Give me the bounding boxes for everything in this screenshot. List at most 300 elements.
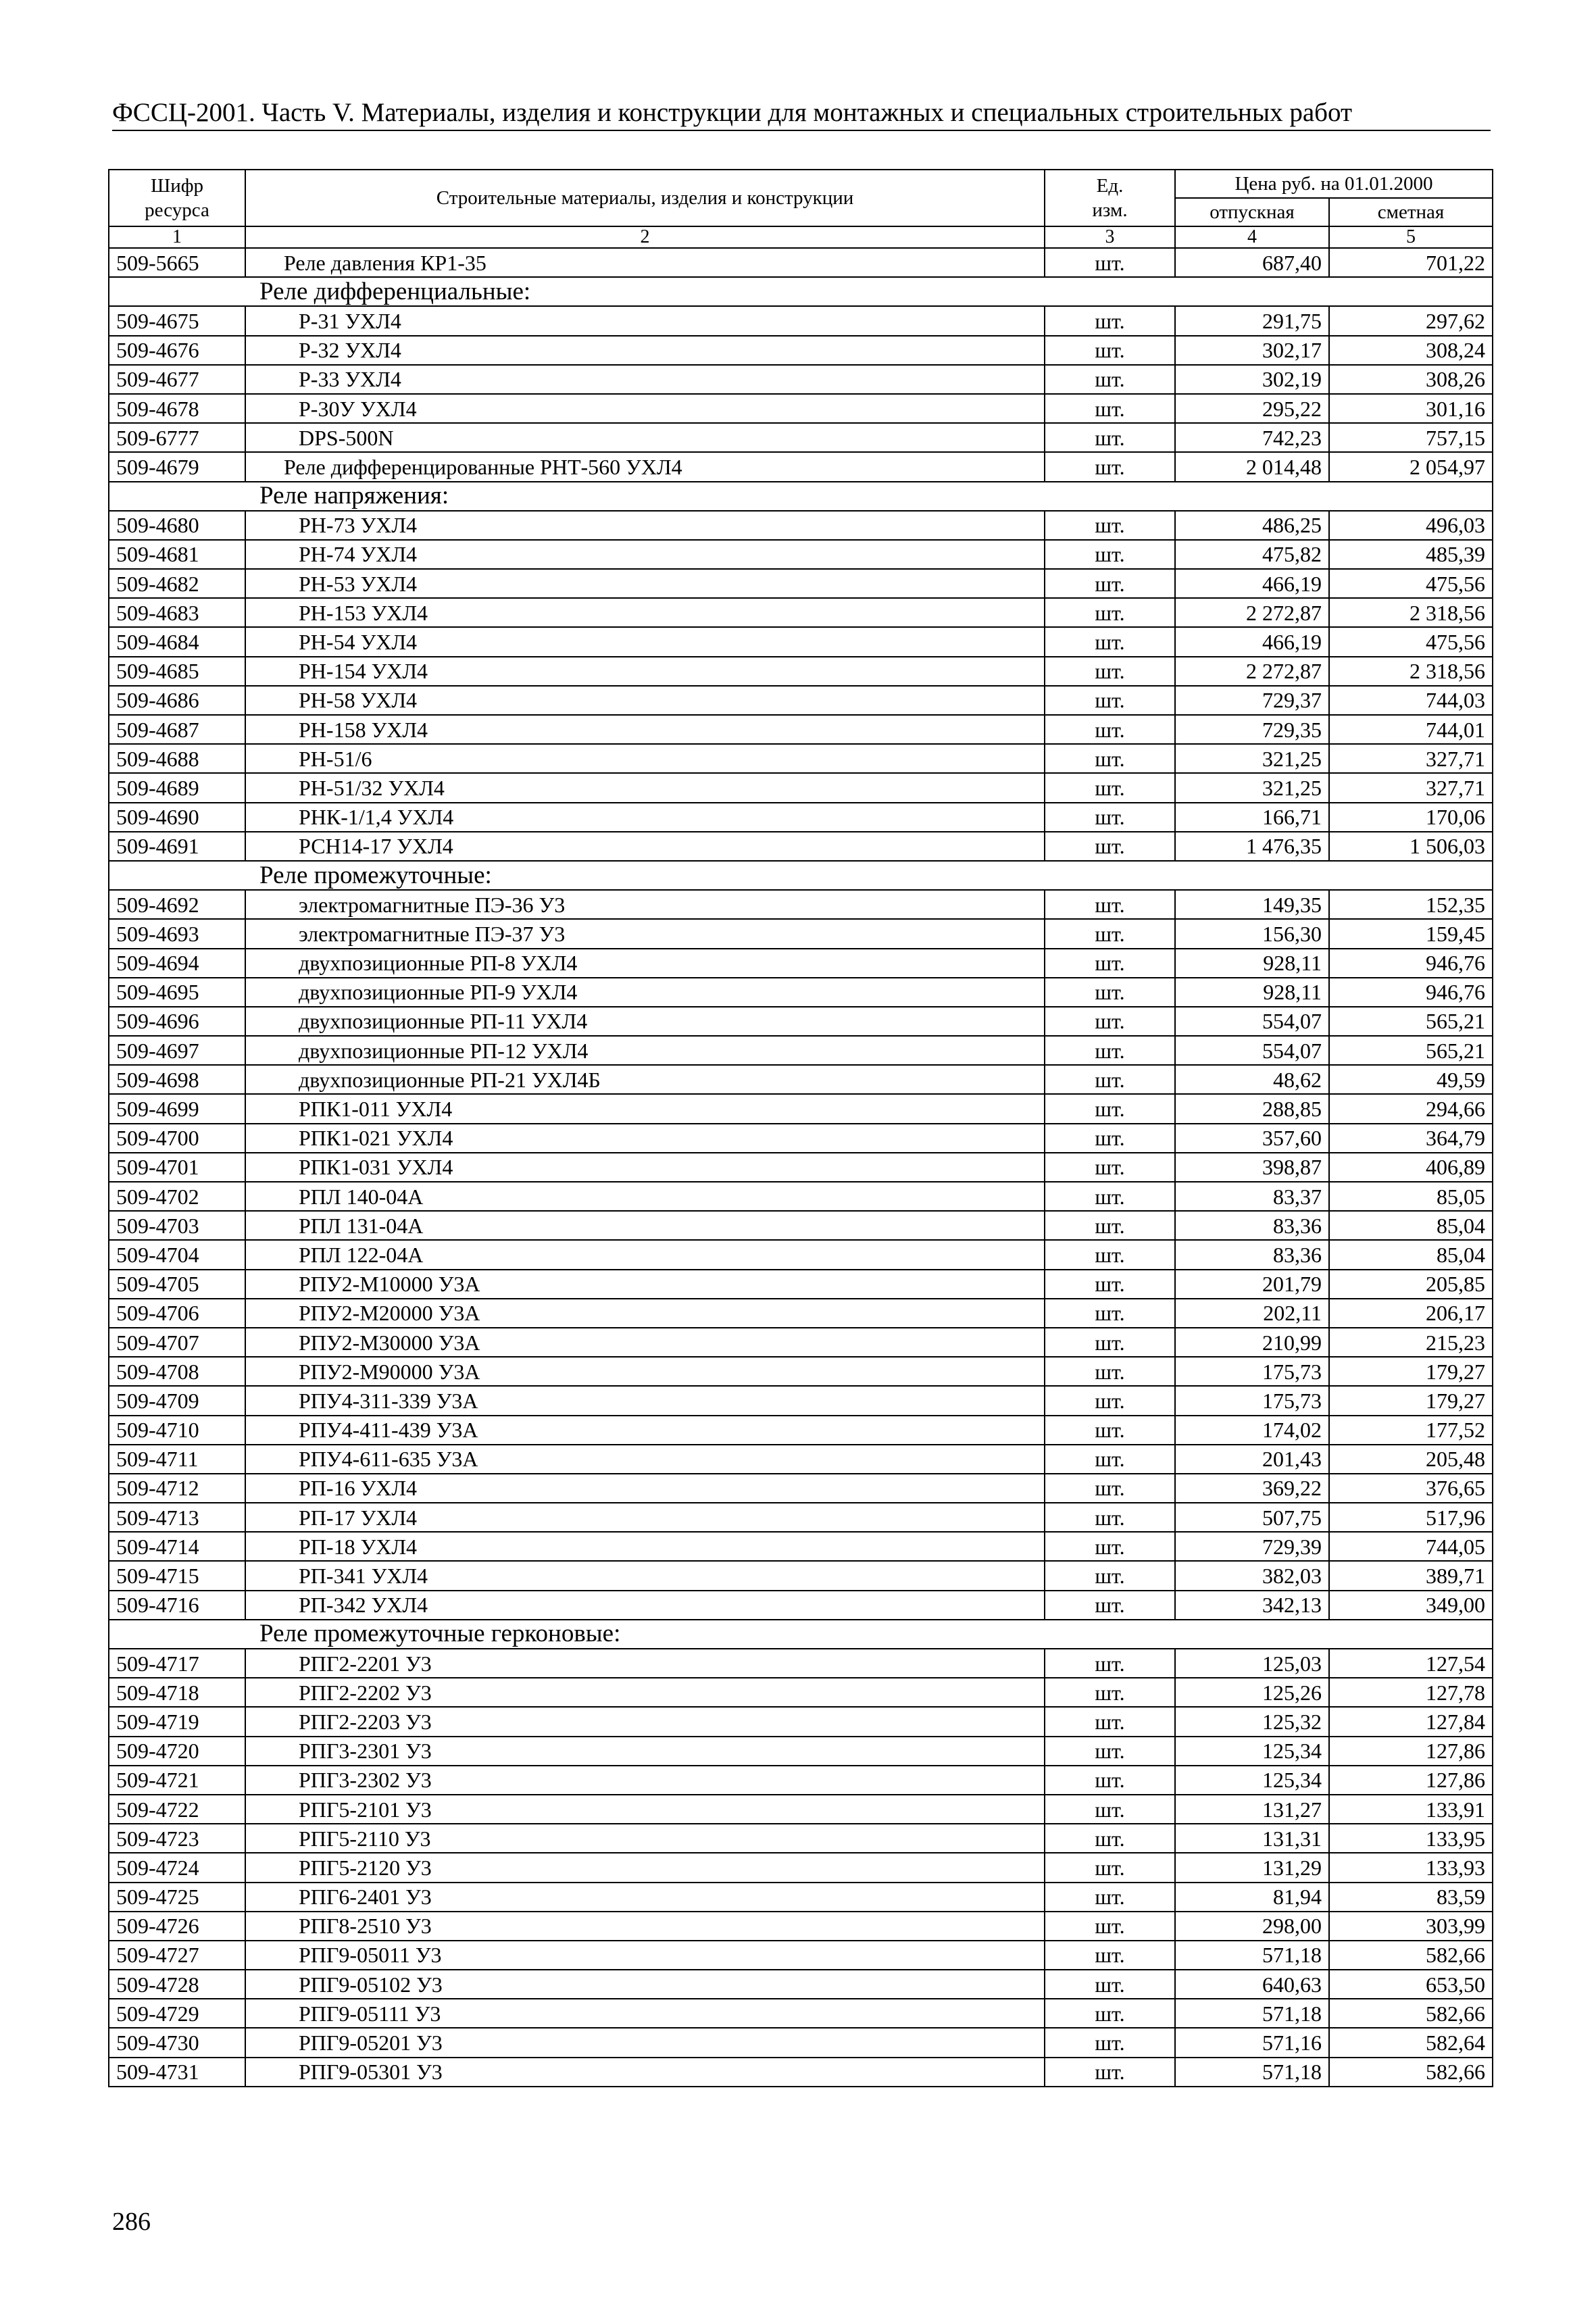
table-row bbox=[109, 1561, 1493, 1590]
col-price-group-header: Цена руб. на 01.01.2000 bbox=[1175, 170, 1493, 198]
table-row bbox=[109, 1094, 1493, 1123]
table-row bbox=[109, 1941, 1493, 1970]
col-num-4: 4 bbox=[1175, 226, 1329, 248]
cell-estimate-price: 582,66 bbox=[1329, 2058, 1493, 2087]
cell-estimate-price: 179,27 bbox=[1329, 1386, 1493, 1415]
cell-estimate-price: 744,01 bbox=[1329, 715, 1493, 744]
cell-code: 509-4728 bbox=[109, 1970, 245, 1999]
section-row bbox=[109, 482, 1493, 511]
table-row bbox=[109, 773, 1493, 802]
cell-unit: шт. bbox=[1045, 1416, 1175, 1445]
cell-release-price: 131,31 bbox=[1175, 1824, 1329, 1853]
cell-release-price: 928,11 bbox=[1175, 949, 1329, 978]
table-row bbox=[109, 1853, 1493, 1882]
cell-code: 509-4675 bbox=[109, 306, 245, 335]
cell-name: РПГ3-2301 У3 bbox=[245, 1737, 1045, 1766]
table-header bbox=[109, 170, 1493, 226]
table-row bbox=[109, 715, 1493, 744]
cell-code: 509-4690 bbox=[109, 803, 245, 832]
cell-unit: шт. bbox=[1045, 919, 1175, 948]
cell-estimate-price: 308,26 bbox=[1329, 365, 1493, 394]
cell-code: 509-4682 bbox=[109, 569, 245, 598]
cell-unit: шт. bbox=[1045, 1328, 1175, 1357]
cell-code: 509-4699 bbox=[109, 1094, 245, 1123]
cell-unit: шт. bbox=[1045, 569, 1175, 598]
table-row bbox=[109, 306, 1493, 335]
cell-code: 509-4700 bbox=[109, 1124, 245, 1153]
cell-name: РПЛ 122-04А bbox=[245, 1240, 1045, 1269]
cell-unit: шт. bbox=[1045, 627, 1175, 656]
cell-unit: шт. bbox=[1045, 1912, 1175, 1941]
cell-name: РПГ5-2120 У3 bbox=[245, 1853, 1045, 1882]
cell-release-price: 687,40 bbox=[1175, 248, 1329, 277]
cell-name: РПУ4-311-339 У3А bbox=[245, 1386, 1045, 1415]
cell-name: Реле дифференцированные РНТ-560 УХЛ4 bbox=[245, 452, 1045, 481]
cell-unit: шт. bbox=[1045, 1999, 1175, 2028]
cell-code: 509-4714 bbox=[109, 1532, 245, 1561]
table-row bbox=[109, 1357, 1493, 1386]
cell-name: РН-73 УХЛ4 bbox=[245, 511, 1045, 540]
cell-unit: шт. bbox=[1045, 1445, 1175, 1474]
cell-unit: шт. bbox=[1045, 1124, 1175, 1153]
cell-code: 509-4681 bbox=[109, 540, 245, 569]
cell-release-price: 302,17 bbox=[1175, 336, 1329, 365]
cell-name: РСН14-17 УХЛ4 bbox=[245, 832, 1045, 861]
page-number: 286 bbox=[112, 2208, 151, 2236]
col-code-header: Шифр ресурса bbox=[109, 170, 245, 226]
cell-name: РПГ9-05201 У3 bbox=[245, 2028, 1045, 2057]
cell-release-price: 156,30 bbox=[1175, 919, 1329, 948]
cell-name: РНК-1/1,4 УХЛ4 bbox=[245, 803, 1045, 832]
cell-name: РН-153 УХЛ4 bbox=[245, 598, 1045, 627]
cell-unit: шт. bbox=[1045, 1386, 1175, 1415]
cell-code: 509-4694 bbox=[109, 949, 245, 978]
cell-name: РПК1-021 УХЛ4 bbox=[245, 1124, 1045, 1153]
cell-name: электромагнитные ПЭ-36 У3 bbox=[245, 890, 1045, 919]
cell-unit: шт. bbox=[1045, 336, 1175, 365]
table-row bbox=[109, 978, 1493, 1007]
table-row bbox=[109, 394, 1493, 423]
cell-estimate-price: 127,54 bbox=[1329, 1649, 1493, 1678]
cell-estimate-price: 215,23 bbox=[1329, 1328, 1493, 1357]
cell-code: 509-4712 bbox=[109, 1474, 245, 1503]
col-unit-header: Ед. изм. bbox=[1045, 170, 1175, 226]
cell-release-price: 466,19 bbox=[1175, 569, 1329, 598]
cell-release-price: 571,18 bbox=[1175, 1999, 1329, 2028]
cell-name: РПЛ 140-04А bbox=[245, 1182, 1045, 1211]
cell-estimate-price: 85,04 bbox=[1329, 1240, 1493, 1269]
cell-release-price: 742,23 bbox=[1175, 423, 1329, 452]
cell-name: РН-154 УХЛ4 bbox=[245, 657, 1045, 686]
cell-code: 509-4691 bbox=[109, 832, 245, 861]
cell-unit: шт. bbox=[1045, 1591, 1175, 1620]
cell-estimate-price: 294,66 bbox=[1329, 1094, 1493, 1123]
cell-estimate-price: 653,50 bbox=[1329, 1970, 1493, 1999]
table-row bbox=[109, 365, 1493, 394]
cell-unit: шт. bbox=[1045, 1532, 1175, 1561]
table-row bbox=[109, 2058, 1493, 2087]
cell-code: 509-4680 bbox=[109, 511, 245, 540]
cell-estimate-price: 757,15 bbox=[1329, 423, 1493, 452]
cell-release-price: 382,03 bbox=[1175, 1561, 1329, 1590]
cell-code: 509-4701 bbox=[109, 1153, 245, 1182]
cell-unit: шт. bbox=[1045, 1941, 1175, 1970]
cell-estimate-price: 364,79 bbox=[1329, 1124, 1493, 1153]
cell-code: 509-4726 bbox=[109, 1912, 245, 1941]
table-row bbox=[109, 627, 1493, 656]
cell-estimate-price: 127,86 bbox=[1329, 1737, 1493, 1766]
cell-estimate-price: 49,59 bbox=[1329, 1065, 1493, 1094]
cell-estimate-price: 308,24 bbox=[1329, 336, 1493, 365]
cell-estimate-price: 389,71 bbox=[1329, 1561, 1493, 1590]
cell-name: РПГ5-2110 У3 bbox=[245, 1824, 1045, 1853]
cell-release-price: 81,94 bbox=[1175, 1883, 1329, 1912]
cell-unit: шт. bbox=[1045, 1824, 1175, 1853]
table-row bbox=[109, 1211, 1493, 1240]
cell-unit: шт. bbox=[1045, 365, 1175, 394]
cell-estimate-price: 2 054,97 bbox=[1329, 452, 1493, 481]
cell-unit: шт. bbox=[1045, 832, 1175, 861]
table-row bbox=[109, 2028, 1493, 2057]
cell-release-price: 125,26 bbox=[1175, 1678, 1329, 1707]
cell-release-price: 729,37 bbox=[1175, 686, 1329, 715]
cell-estimate-price: 485,39 bbox=[1329, 540, 1493, 569]
cell-code: 509-6777 bbox=[109, 423, 245, 452]
cell-unit: шт. bbox=[1045, 1065, 1175, 1094]
cell-unit: шт. bbox=[1045, 540, 1175, 569]
cell-name: РП-17 УХЛ4 bbox=[245, 1503, 1045, 1532]
cell-code: 509-4719 bbox=[109, 1707, 245, 1736]
table-row bbox=[109, 1591, 1493, 1620]
cell-release-price: 571,18 bbox=[1175, 2058, 1329, 2087]
cell-release-price: 398,87 bbox=[1175, 1153, 1329, 1182]
cell-estimate-price: 127,86 bbox=[1329, 1766, 1493, 1795]
cell-code: 509-4702 bbox=[109, 1182, 245, 1211]
cell-name: РПУ4-611-635 У3А bbox=[245, 1445, 1045, 1474]
cell-estimate-price: 946,76 bbox=[1329, 949, 1493, 978]
cell-release-price: 125,34 bbox=[1175, 1766, 1329, 1795]
cell-unit: шт. bbox=[1045, 394, 1175, 423]
cell-name: двухпозиционные РП-9 УХЛ4 bbox=[245, 978, 1045, 1007]
cell-name: Реле давления КР1-35 bbox=[245, 248, 1045, 277]
table-row bbox=[109, 832, 1493, 861]
cell-release-price: 475,82 bbox=[1175, 540, 1329, 569]
cell-code: 509-4718 bbox=[109, 1678, 245, 1707]
cell-unit: шт. bbox=[1045, 949, 1175, 978]
cell-estimate-price: 376,65 bbox=[1329, 1474, 1493, 1503]
cell-estimate-price: 2 318,56 bbox=[1329, 657, 1493, 686]
col-name-header: Строительные материалы, изделия и конструкции bbox=[245, 170, 1045, 226]
cell-name: РПГ5-2101 У3 bbox=[245, 1795, 1045, 1824]
cell-code: 509-4711 bbox=[109, 1445, 245, 1474]
cell-name: РН-51/6 bbox=[245, 744, 1045, 773]
section-row bbox=[109, 277, 1493, 306]
table-row bbox=[109, 1999, 1493, 2028]
cell-estimate-price: 127,78 bbox=[1329, 1678, 1493, 1707]
cell-estimate-price: 582,66 bbox=[1329, 1941, 1493, 1970]
cell-code: 509-4713 bbox=[109, 1503, 245, 1532]
cell-release-price: 729,35 bbox=[1175, 715, 1329, 744]
table-row bbox=[109, 1065, 1493, 1094]
table-row bbox=[109, 657, 1493, 686]
cell-unit: шт. bbox=[1045, 511, 1175, 540]
cell-name: двухпозиционные РП-8 УХЛ4 bbox=[245, 949, 1045, 978]
cell-release-price: 486,25 bbox=[1175, 511, 1329, 540]
cell-release-price: 83,37 bbox=[1175, 1182, 1329, 1211]
cell-estimate-price: 152,35 bbox=[1329, 890, 1493, 919]
cell-unit: шт. bbox=[1045, 978, 1175, 1007]
cell-unit: шт. bbox=[1045, 1707, 1175, 1736]
cell-estimate-price: 582,64 bbox=[1329, 2028, 1493, 2057]
cell-unit: шт. bbox=[1045, 1737, 1175, 1766]
table-row bbox=[109, 511, 1493, 540]
cell-unit: шт. bbox=[1045, 1211, 1175, 1240]
cell-release-price: 2 014,48 bbox=[1175, 452, 1329, 481]
cell-code: 509-4676 bbox=[109, 336, 245, 365]
cell-estimate-price: 327,71 bbox=[1329, 773, 1493, 802]
cell-code: 509-4715 bbox=[109, 1561, 245, 1590]
cell-name: РПГ3-2302 У3 bbox=[245, 1766, 1045, 1795]
cell-unit: шт. bbox=[1045, 773, 1175, 802]
cell-name: РПК1-011 УХЛ4 bbox=[245, 1094, 1045, 1123]
page-header: ФССЦ-2001. Часть V. Материалы, изделия и конструкции для монтажных и специальных строительных работ bbox=[112, 96, 1491, 131]
cell-release-price: 125,32 bbox=[1175, 1707, 1329, 1736]
cell-code: 509-4698 bbox=[109, 1065, 245, 1094]
cell-unit: шт. bbox=[1045, 2058, 1175, 2087]
cell-code: 509-4679 bbox=[109, 452, 245, 481]
cell-name: РПК1-031 УХЛ4 bbox=[245, 1153, 1045, 1182]
table-row bbox=[109, 1912, 1493, 1941]
cell-unit: шт. bbox=[1045, 248, 1175, 277]
cell-name: РПГ6-2401 У3 bbox=[245, 1883, 1045, 1912]
cell-release-price: 210,99 bbox=[1175, 1328, 1329, 1357]
cell-name: РПГ9-05011 У3 bbox=[245, 1941, 1045, 1970]
table-row bbox=[109, 919, 1493, 948]
section-row bbox=[109, 861, 1493, 890]
cell-unit: шт. bbox=[1045, 1561, 1175, 1590]
table-row bbox=[109, 1036, 1493, 1065]
cell-release-price: 729,39 bbox=[1175, 1532, 1329, 1561]
cell-unit: шт. bbox=[1045, 715, 1175, 744]
cell-code: 509-4727 bbox=[109, 1941, 245, 1970]
cell-unit: шт. bbox=[1045, 1182, 1175, 1211]
cell-estimate-price: 133,93 bbox=[1329, 1853, 1493, 1882]
cell-release-price: 466,19 bbox=[1175, 627, 1329, 656]
cell-release-price: 302,19 bbox=[1175, 365, 1329, 394]
cell-estimate-price: 170,06 bbox=[1329, 803, 1493, 832]
cell-unit: шт. bbox=[1045, 1766, 1175, 1795]
cell-unit: шт. bbox=[1045, 1094, 1175, 1123]
col-num-2: 2 bbox=[245, 226, 1045, 248]
cell-estimate-price: 517,96 bbox=[1329, 1503, 1493, 1532]
cell-name: РПУ2-М20000 У3А bbox=[245, 1299, 1045, 1328]
col-num-5: 5 bbox=[1329, 226, 1493, 248]
cell-code: 509-4686 bbox=[109, 686, 245, 715]
cell-unit: шт. bbox=[1045, 1007, 1175, 1036]
cell-code: 509-4706 bbox=[109, 1299, 245, 1328]
col-release-header: отпускная bbox=[1175, 198, 1329, 226]
cell-unit: шт. bbox=[1045, 1036, 1175, 1065]
cell-unit: шт. bbox=[1045, 1474, 1175, 1503]
cell-code: 509-4709 bbox=[109, 1386, 245, 1415]
table-row bbox=[109, 452, 1493, 481]
cell-unit: шт. bbox=[1045, 1240, 1175, 1269]
cell-unit: шт. bbox=[1045, 598, 1175, 627]
cell-name: РН-74 УХЛ4 bbox=[245, 540, 1045, 569]
cell-estimate-price: 946,76 bbox=[1329, 978, 1493, 1007]
col-estimate-header: сметная bbox=[1329, 198, 1493, 226]
section-title: Реле промежуточные герконовые: bbox=[109, 1620, 1493, 1649]
table-row bbox=[109, 744, 1493, 773]
cell-estimate-price: 2 318,56 bbox=[1329, 598, 1493, 627]
cell-estimate-price: 85,04 bbox=[1329, 1211, 1493, 1240]
cell-code: 509-4723 bbox=[109, 1824, 245, 1853]
cell-code: 509-4725 bbox=[109, 1883, 245, 1912]
table-row bbox=[109, 336, 1493, 365]
column-number-row bbox=[109, 226, 1493, 248]
cell-unit: шт. bbox=[1045, 803, 1175, 832]
cell-unit: шт. bbox=[1045, 1883, 1175, 1912]
cell-estimate-price: 297,62 bbox=[1329, 306, 1493, 335]
cell-code: 509-4724 bbox=[109, 1853, 245, 1882]
cell-estimate-price: 744,05 bbox=[1329, 1532, 1493, 1561]
cell-estimate-price: 565,21 bbox=[1329, 1007, 1493, 1036]
cell-release-price: 1 476,35 bbox=[1175, 832, 1329, 861]
table-row bbox=[109, 1737, 1493, 1766]
cell-unit: шт. bbox=[1045, 1970, 1175, 1999]
cell-code: 509-4720 bbox=[109, 1737, 245, 1766]
cell-estimate-price: 475,56 bbox=[1329, 569, 1493, 598]
cell-name: Р-33 УХЛ4 bbox=[245, 365, 1045, 394]
cell-name: РПГ2-2202 У3 bbox=[245, 1678, 1045, 1707]
cell-release-price: 571,18 bbox=[1175, 1941, 1329, 1970]
cell-estimate-price: 701,22 bbox=[1329, 248, 1493, 277]
cell-unit: шт. bbox=[1045, 1153, 1175, 1182]
cell-code: 509-4716 bbox=[109, 1591, 245, 1620]
cell-code: 509-4703 bbox=[109, 1211, 245, 1240]
cell-name: РПГ9-05111 У3 bbox=[245, 1999, 1045, 2028]
cell-release-price: 166,71 bbox=[1175, 803, 1329, 832]
cell-estimate-price: 303,99 bbox=[1329, 1912, 1493, 1941]
table-row bbox=[109, 1824, 1493, 1853]
cell-code: 509-4717 bbox=[109, 1649, 245, 1678]
table-row bbox=[109, 1678, 1493, 1707]
cell-unit: шт. bbox=[1045, 2028, 1175, 2057]
cell-release-price: 357,60 bbox=[1175, 1124, 1329, 1153]
cell-code: 509-4683 bbox=[109, 598, 245, 627]
cell-unit: шт. bbox=[1045, 306, 1175, 335]
cell-estimate-price: 133,95 bbox=[1329, 1824, 1493, 1853]
cell-name: РН-54 УХЛ4 bbox=[245, 627, 1045, 656]
cell-code: 509-4689 bbox=[109, 773, 245, 802]
cell-name: двухпозиционные РП-11 УХЛ4 bbox=[245, 1007, 1045, 1036]
cell-unit: шт. bbox=[1045, 1795, 1175, 1824]
cell-code: 509-4677 bbox=[109, 365, 245, 394]
table-row bbox=[109, 949, 1493, 978]
section-title: Реле промежуточные: bbox=[109, 861, 1493, 890]
cell-name: РПУ2-М90000 У3А bbox=[245, 1357, 1045, 1386]
cell-estimate-price: 159,45 bbox=[1329, 919, 1493, 948]
cell-release-price: 554,07 bbox=[1175, 1036, 1329, 1065]
cell-unit: шт. bbox=[1045, 686, 1175, 715]
table-row bbox=[109, 803, 1493, 832]
cell-name: РП-341 УХЛ4 bbox=[245, 1561, 1045, 1590]
cell-estimate-price: 205,48 bbox=[1329, 1445, 1493, 1474]
cell-unit: шт. bbox=[1045, 1649, 1175, 1678]
cell-name: РПУ2-М30000 У3А bbox=[245, 1328, 1045, 1357]
cell-name: РН-58 УХЛ4 bbox=[245, 686, 1045, 715]
section-title: Реле напряжения: bbox=[109, 482, 1493, 511]
cell-release-price: 507,75 bbox=[1175, 1503, 1329, 1532]
cell-release-price: 321,25 bbox=[1175, 773, 1329, 802]
cell-estimate-price: 582,66 bbox=[1329, 1999, 1493, 2028]
cell-code: 509-4731 bbox=[109, 2058, 245, 2087]
cell-code: 509-4684 bbox=[109, 627, 245, 656]
cell-release-price: 175,73 bbox=[1175, 1357, 1329, 1386]
cell-estimate-price: 205,85 bbox=[1329, 1270, 1493, 1299]
cell-release-price: 83,36 bbox=[1175, 1211, 1329, 1240]
cell-release-price: 2 272,87 bbox=[1175, 657, 1329, 686]
cell-release-price: 131,29 bbox=[1175, 1853, 1329, 1882]
cell-code: 509-4692 bbox=[109, 890, 245, 919]
cell-release-price: 640,63 bbox=[1175, 1970, 1329, 1999]
cell-release-price: 342,13 bbox=[1175, 1591, 1329, 1620]
cell-name: Р-31 УХЛ4 bbox=[245, 306, 1045, 335]
table-row bbox=[109, 1153, 1493, 1182]
cell-name: Р-32 УХЛ4 bbox=[245, 336, 1045, 365]
cell-name: РП-16 УХЛ4 bbox=[245, 1474, 1045, 1503]
cell-name: РН-51/32 УХЛ4 bbox=[245, 773, 1045, 802]
cell-estimate-price: 179,27 bbox=[1329, 1357, 1493, 1386]
cell-estimate-price: 406,89 bbox=[1329, 1153, 1493, 1182]
cell-name: DPS-500N bbox=[245, 423, 1045, 452]
cell-estimate-price: 349,00 bbox=[1329, 1591, 1493, 1620]
cell-unit: шт. bbox=[1045, 1299, 1175, 1328]
cell-release-price: 125,03 bbox=[1175, 1649, 1329, 1678]
cell-estimate-price: 475,56 bbox=[1329, 627, 1493, 656]
cell-unit: шт. bbox=[1045, 657, 1175, 686]
cell-name: РПГ9-05102 У3 bbox=[245, 1970, 1045, 1999]
cell-code: 509-4696 bbox=[109, 1007, 245, 1036]
cell-estimate-price: 301,16 bbox=[1329, 394, 1493, 423]
cell-unit: шт. bbox=[1045, 1357, 1175, 1386]
table-row bbox=[109, 1124, 1493, 1153]
table-row bbox=[109, 686, 1493, 715]
cell-name: РПГ2-2203 У3 bbox=[245, 1707, 1045, 1736]
cell-code: 509-4687 bbox=[109, 715, 245, 744]
cell-code: 509-4705 bbox=[109, 1270, 245, 1299]
cell-unit: шт. bbox=[1045, 1270, 1175, 1299]
cell-release-price: 149,35 bbox=[1175, 890, 1329, 919]
table-row bbox=[109, 1416, 1493, 1445]
cell-code: 509-4697 bbox=[109, 1036, 245, 1065]
cell-release-price: 288,85 bbox=[1175, 1094, 1329, 1123]
cell-code: 509-4730 bbox=[109, 2028, 245, 2057]
cell-name: РН-53 УХЛ4 bbox=[245, 569, 1045, 598]
table-row bbox=[109, 1299, 1493, 1328]
cell-name: РПГ2-2201 У3 bbox=[245, 1649, 1045, 1678]
cell-code: 509-4710 bbox=[109, 1416, 245, 1445]
cell-release-price: 321,25 bbox=[1175, 744, 1329, 773]
cell-release-price: 201,43 bbox=[1175, 1445, 1329, 1474]
cell-estimate-price: 496,03 bbox=[1329, 511, 1493, 540]
table-row bbox=[109, 1474, 1493, 1503]
cell-estimate-price: 85,05 bbox=[1329, 1182, 1493, 1211]
table-row bbox=[109, 1795, 1493, 1824]
cell-code: 509-5665 bbox=[109, 248, 245, 277]
cell-release-price: 174,02 bbox=[1175, 1416, 1329, 1445]
cell-code: 509-4721 bbox=[109, 1766, 245, 1795]
